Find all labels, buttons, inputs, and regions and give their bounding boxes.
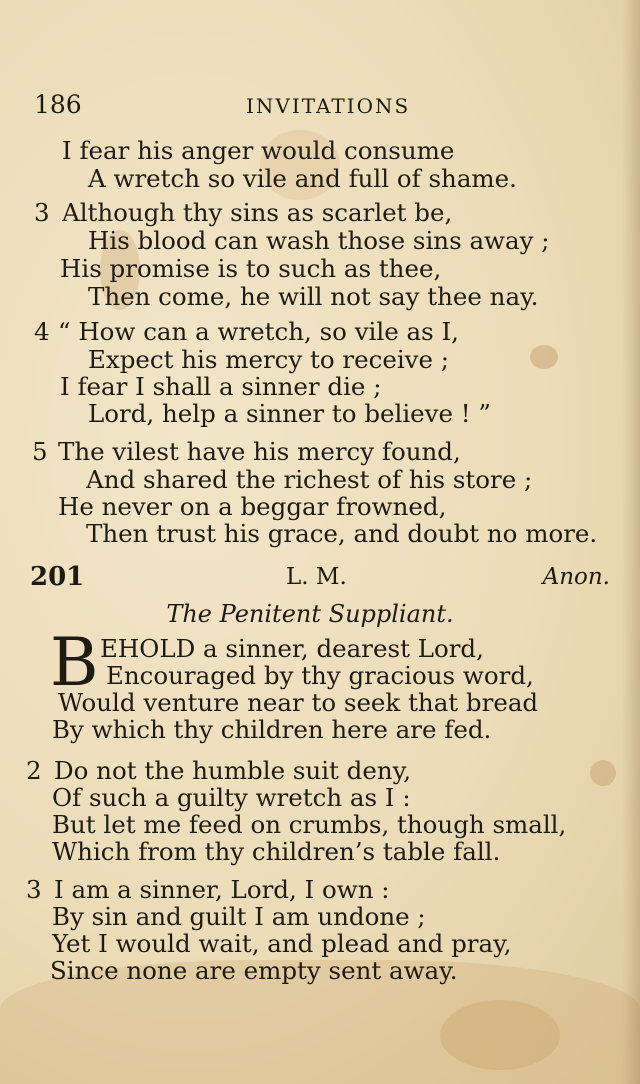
hymn-number: 201 [30,562,85,592]
verse-line: I fear I shall a sinner die ; [60,372,382,401]
verse-line: His promise is to such as thee, [60,254,442,283]
verse-line: Of such a guilty wretch as I : [52,783,411,812]
verse-line: Although thy sins as scarlet be, [62,198,453,227]
running-title: INVITATIONS [246,94,411,118]
verse-line: Which from thy children’s table fall. [52,837,501,866]
verse-line: Since none are empty sent away. [50,956,458,985]
verse-line: EHOLD a sinner, dearest Lord, [100,634,484,663]
hymn-author: Anon. [542,564,610,590]
stanza-number: 4 [34,317,50,346]
hymn-meter: L. M. [286,564,347,590]
verse-line: Then trust his grace, and doubt no more. [86,519,598,548]
stanza-number: 3 [34,198,50,227]
stanza-number: 5 [32,437,48,466]
verse-line: His blood can wash those sins away ; [88,226,550,255]
verse-line: “ How can a wretch, so vile as I, [58,317,459,346]
drop-cap: B [50,624,99,701]
verse-line: Would venture near to seek that bread [58,688,539,717]
verse-line: And shared the richest of his store ; [86,465,533,494]
verse-line: Lord, help a sinner to believe ! ” [88,399,491,428]
verse-line: He never on a beggar frowned, [58,492,447,521]
verse-line: Then come, he will not say thee nay. [88,282,539,311]
verse-line: I fear his anger would consume [62,136,455,165]
verse-line: The vilest have his mercy found, [58,437,461,466]
stanza-number: 2 [26,756,42,785]
verse-line: Encouraged by thy gracious word, [106,661,534,690]
page-number: 186 [34,90,82,119]
verse-line: Expect his mercy to receive ; [88,345,450,374]
verse-line: A wretch so vile and full of shame. [88,164,517,193]
stanza-number: 3 [26,875,42,904]
hymn-title: The Penitent Suppliant. [166,600,454,628]
verse-line: By which thy children here are fed. [52,715,492,744]
verse-line: But let me feed on crumbs, though small, [52,810,567,839]
verse-line: I am a sinner, Lord, I own : [54,875,390,904]
page-header [34,90,604,124]
verse-line: Yet I would wait, and plead and pray, [52,929,512,958]
verse-line: By sin and guilt I am undone ; [52,902,426,931]
verse-line: Do not the humble suit deny, [54,756,412,785]
hymn-heading [30,562,610,596]
